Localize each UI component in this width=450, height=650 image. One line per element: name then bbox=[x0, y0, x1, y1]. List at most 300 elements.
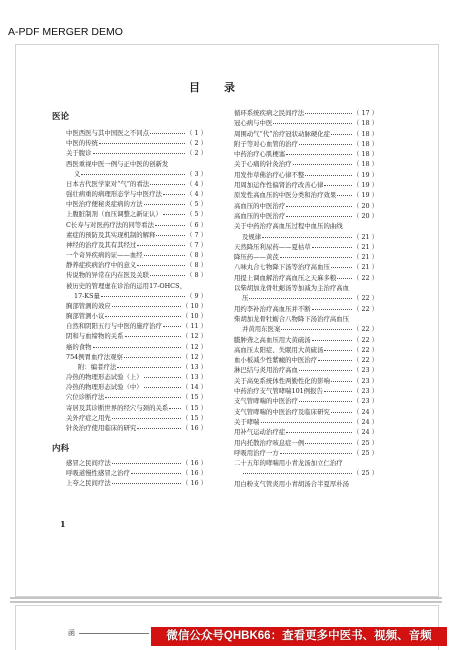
toc-entry-title: 用发作草佛治疗心律不整 bbox=[234, 170, 305, 179]
toc-entry-page: （ 22 ） bbox=[353, 335, 378, 344]
toc-leader-dots bbox=[305, 175, 352, 176]
toc-entry-title: 二十五年的哮喘用小青龙汤加立仁治疗 bbox=[234, 459, 343, 468]
toc-entry-title: 高血压的中医治疗 bbox=[234, 201, 286, 210]
toc-entry bbox=[66, 220, 207, 230]
toc-entry-title: 一个奇异疾病的证——血经 bbox=[66, 251, 143, 260]
toc-entry-line bbox=[66, 423, 207, 433]
toc-entry-line bbox=[234, 149, 378, 159]
toc-leader-dots bbox=[137, 265, 185, 266]
toc-entry bbox=[234, 365, 378, 375]
toc-entry bbox=[66, 413, 207, 423]
toc-leader-dots bbox=[150, 184, 185, 185]
toc-entry-line bbox=[234, 479, 378, 489]
toc-leader-dots bbox=[144, 377, 181, 378]
toc-entry-line bbox=[66, 301, 207, 311]
toc-entry bbox=[66, 331, 207, 341]
toc-leader-dots bbox=[312, 340, 352, 341]
toc-leader-dots bbox=[112, 483, 181, 484]
toc-leader-dots bbox=[124, 357, 181, 358]
toc-entry-line bbox=[66, 169, 207, 179]
toc-leader-dots bbox=[155, 225, 185, 226]
toc-section-heading: 内科 bbox=[52, 444, 70, 455]
toc-leader-dots bbox=[137, 428, 181, 429]
toc-entry bbox=[234, 479, 378, 489]
toc-entry-title: 用周加运作性偏肾治疗改善心律 bbox=[234, 181, 324, 190]
toc-entry-line bbox=[234, 190, 378, 200]
toc-entry-line bbox=[234, 211, 378, 221]
toc-entry-title: 穴位诊断疗法 bbox=[66, 393, 105, 402]
toc-leader-dots bbox=[337, 278, 352, 279]
toc-leader-dots bbox=[169, 408, 181, 409]
toc-leader-dots bbox=[331, 134, 352, 135]
toc-entry bbox=[234, 417, 378, 427]
toc-leader-dots bbox=[286, 432, 352, 433]
toc-entry bbox=[234, 262, 378, 272]
toc-leader-dots bbox=[273, 123, 352, 124]
toc-entry-title: 癌的食物 bbox=[66, 342, 92, 351]
toc-entry-title: 血小板减少性紫癜的中医治疗 bbox=[234, 356, 318, 365]
toc-leader-dots bbox=[150, 133, 185, 134]
toc-entry-line bbox=[66, 189, 207, 199]
toc-entry bbox=[66, 423, 207, 433]
toc-entry-line bbox=[66, 250, 207, 260]
toc-entry-title-continued: 义 bbox=[74, 169, 81, 178]
toc-entry-title: 素症的预防及其实现机制的解释 bbox=[66, 230, 156, 239]
toc-leader-dots bbox=[163, 326, 181, 327]
toc-entry-page: （ 11 ） bbox=[182, 322, 207, 331]
toc-leader-dots bbox=[305, 113, 352, 114]
toc-entry-page: （ 15 ） bbox=[182, 413, 207, 422]
toc-entry-title: 中药治疗心肌梗塞 bbox=[234, 150, 286, 159]
toc-entry-title: 柴胡加龙骨牡蛎合八物降下汤治疗高血压 bbox=[234, 314, 350, 323]
toc-entry-title: 中药治疗支气管哮喘101例报告 bbox=[234, 387, 323, 396]
toc-entry-line bbox=[66, 352, 207, 362]
toc-entry bbox=[234, 396, 378, 406]
toc-entry bbox=[66, 362, 207, 372]
toc-entry-title: 附：编者疗法 bbox=[78, 362, 117, 371]
toc-entry-title: 冷热的物理形态试验（上） bbox=[66, 373, 143, 382]
toc-entry-page: （ 16 ） bbox=[182, 468, 207, 477]
toc-leader-dots bbox=[280, 453, 352, 454]
toc-entry bbox=[234, 180, 378, 190]
toc-leader-dots bbox=[286, 154, 352, 155]
toc-entry-line bbox=[66, 382, 207, 392]
toc-leader-dots bbox=[249, 298, 352, 299]
toc-entry-page: （ 9 ） bbox=[186, 291, 207, 300]
toc-entry-title: 754例胃血疗法观察 bbox=[66, 352, 123, 361]
toc-entry-page: （ 18 ） bbox=[353, 160, 378, 169]
toc-leader-dots bbox=[144, 255, 185, 256]
toc-leader-dots bbox=[243, 473, 352, 474]
toc-entry-title: 高血压太阳症、失眠用大黄硫汤 bbox=[234, 345, 324, 354]
toc-leader-dots bbox=[324, 185, 352, 186]
toc-entry-title: 呼吸用治疗一方 bbox=[234, 448, 279, 457]
toc-leader-dots bbox=[331, 267, 352, 268]
toc-entry-line bbox=[66, 179, 207, 189]
toc-entry-page: （ 15 ） bbox=[182, 393, 207, 402]
toc-entry-title: 针灸治疗使用临床的研究 bbox=[66, 423, 137, 432]
toc-leader-dots bbox=[280, 257, 352, 258]
toc-entry-title-continued: 压 bbox=[242, 294, 249, 303]
toc-leader-dots bbox=[312, 247, 352, 248]
toc-entry-title: 关外疗症之用先 bbox=[66, 413, 111, 422]
toc-entry-page: （ 7 ） bbox=[186, 230, 207, 239]
toc-entry-title: 日本古代医学家对“气”的看法 bbox=[66, 179, 150, 188]
toc-entry bbox=[66, 260, 207, 270]
toc-entry-page: （ 16 ） bbox=[182, 479, 207, 487]
toc-entry-line bbox=[66, 403, 207, 413]
toc-leader-dots bbox=[81, 174, 185, 175]
toc-entry-page: （ 18 ） bbox=[353, 129, 378, 138]
toc-entry-title: 附子等对心血管的治疗 bbox=[234, 139, 298, 148]
toc-entry-title: 高血压的中医治疗 bbox=[234, 211, 286, 220]
toc-entry-page: （ 20 ） bbox=[353, 201, 378, 210]
toc-entry bbox=[66, 250, 207, 260]
toc-title: 目录 bbox=[189, 81, 259, 94]
toc-entry bbox=[234, 438, 378, 448]
toc-leader-dots bbox=[99, 143, 185, 144]
toc-entry-line bbox=[234, 407, 378, 417]
toc-entry-page: （ 2 ） bbox=[186, 139, 207, 148]
toc-entry-line bbox=[66, 478, 207, 488]
toc-entry bbox=[234, 458, 378, 479]
toc-entry-title: 呼吸道慢性感冒之治疗 bbox=[66, 468, 130, 477]
toc-leader-dots bbox=[331, 381, 352, 382]
toc-entry bbox=[234, 211, 378, 221]
toc-entry bbox=[234, 108, 378, 118]
toc-entry-line bbox=[66, 230, 207, 240]
toc-entry-page: （ 19 ） bbox=[353, 191, 378, 200]
toc-entry-title: 胸部管测的效应 bbox=[66, 301, 111, 310]
toc-entry-line bbox=[66, 362, 207, 372]
toc-entry-title: 自然和阴阳五行与中医的施疗治疗 bbox=[66, 322, 162, 331]
toc-entry-line bbox=[234, 448, 378, 458]
toc-entry-title: 中医西医与其中国医之不同点 bbox=[66, 129, 150, 137]
toc-entry bbox=[66, 270, 207, 280]
toc-entry-line bbox=[66, 281, 207, 291]
toc-entry-line bbox=[234, 108, 378, 118]
toc-entry-line bbox=[234, 376, 378, 386]
toc-entry-line bbox=[234, 170, 378, 180]
toc-entry-line bbox=[234, 242, 378, 252]
toc-entry-title: 感冒之民间疗法 bbox=[66, 458, 111, 467]
toc-leader-dots bbox=[93, 153, 186, 154]
toc-entry bbox=[66, 468, 207, 478]
toc-entry bbox=[234, 129, 378, 139]
toc-entry bbox=[66, 458, 207, 468]
toc-entry-line bbox=[66, 392, 207, 402]
toc-entry-line bbox=[66, 220, 207, 230]
toc-leader-dots bbox=[137, 245, 185, 246]
toc-entry bbox=[234, 170, 378, 180]
toc-entry-title: 用内托散治疗咳息症一例 bbox=[234, 438, 305, 447]
toc-entry-title-continued: 并黄用东医案 bbox=[242, 325, 281, 334]
toc-entry-title: 周围动气“代”治疗冠状动脉硬化症 bbox=[234, 129, 331, 138]
toc-entry-line bbox=[234, 386, 378, 396]
toc-entry-page: （ 10 ） bbox=[182, 312, 207, 321]
toc-entry-page: （ 23 ） bbox=[353, 376, 378, 385]
toc-entry-page: （ 15 ） bbox=[182, 403, 207, 412]
toc-entry bbox=[66, 403, 207, 413]
toc-entry-page: （ 22 ） bbox=[353, 294, 378, 303]
toc-entry-page: （ 13 ） bbox=[182, 373, 207, 382]
toc-entry bbox=[234, 376, 378, 386]
toc-entry bbox=[234, 149, 378, 159]
toc-entry-page: （ 21 ） bbox=[353, 263, 378, 272]
toc-entry bbox=[234, 335, 378, 345]
toc-entry-page: （ 22 ） bbox=[353, 345, 378, 354]
toc-entry bbox=[234, 345, 378, 355]
toc-entry-line bbox=[234, 314, 378, 324]
toc-entry-title: 用白粉支气管炎用小青胡汤合半夏厚朴汤 bbox=[234, 479, 350, 488]
toc-entry-page: （ 6 ） bbox=[186, 220, 207, 229]
watermark-label: A-PDF MERGER DEMO bbox=[8, 26, 123, 38]
toc-entry-page: （ 4 ） bbox=[186, 190, 207, 199]
toc-entry-page: （ 18 ） bbox=[353, 150, 378, 159]
toc-section bbox=[52, 112, 207, 433]
toc-entry bbox=[66, 382, 207, 392]
toc-entry bbox=[234, 314, 378, 335]
toc-leader-dots bbox=[324, 350, 352, 351]
toc-entry-line bbox=[66, 372, 207, 382]
toc-leader-dots bbox=[163, 214, 185, 215]
underline-rule bbox=[79, 633, 149, 634]
toc-entry-page: （ 25 ） bbox=[353, 469, 378, 478]
toc-entry-line bbox=[66, 342, 207, 352]
toc-entry-title: 关于高免系统体性两勤性化的影响 bbox=[234, 376, 330, 385]
toc-entry bbox=[66, 189, 207, 199]
toc-entry-page: （ 18 ） bbox=[353, 119, 378, 128]
toc-entry bbox=[66, 392, 207, 402]
toc-entry bbox=[66, 138, 207, 148]
toc-entry-title: 八味丸合七物降下汤等治疗高血压 bbox=[234, 263, 330, 272]
toc-entry bbox=[234, 139, 378, 149]
toc-leader-dots bbox=[299, 144, 352, 145]
toc-entry-title-continued: 17-KS量 bbox=[74, 291, 100, 300]
toc-entry-line bbox=[234, 252, 378, 262]
toc-entry-title: 天然降压利尿药——夏枯草 bbox=[234, 242, 311, 251]
toc-entry-page: （ 25 ） bbox=[353, 448, 378, 457]
toc-entry-line bbox=[66, 270, 207, 280]
toc-entry-page: （ 5 ） bbox=[186, 210, 207, 219]
toc-leader-dots bbox=[105, 316, 181, 317]
toc-entry-page: （ 24 ） bbox=[353, 428, 378, 437]
toc-entry bbox=[66, 179, 207, 189]
toc-entry-line bbox=[66, 159, 207, 169]
toc-entry-line bbox=[234, 345, 378, 355]
toc-entry-title: 静养症疾病治疗中的意义 bbox=[66, 261, 137, 270]
toc-entry-page: （ 19 ） bbox=[353, 170, 378, 179]
toc-entry-title: 被历史的管理虚在诊治的运用17-OHCS、 bbox=[66, 281, 186, 290]
toc-entry-title: 循环系统疾病之民间疗法 bbox=[234, 109, 305, 117]
toc-leader-dots bbox=[144, 204, 185, 205]
toc-entry-line bbox=[234, 396, 378, 406]
toc-entry-line bbox=[234, 335, 378, 345]
toc-entry-page: （ 20 ） bbox=[353, 211, 378, 220]
toc-entry-line bbox=[66, 468, 207, 478]
toc-entry-page: （ 13 ） bbox=[182, 362, 207, 371]
toc-entry-line bbox=[234, 221, 378, 231]
toc-entry-page: （ 8 ） bbox=[186, 261, 207, 270]
toc-entry bbox=[66, 159, 207, 179]
toc-entry-line bbox=[66, 138, 207, 148]
toc-entry-line bbox=[66, 148, 207, 158]
toc-entry-line bbox=[234, 458, 378, 468]
toc-entry-title: 用提上调血解治疗高血压之天麻多粮 bbox=[234, 273, 337, 282]
toc-entry-page: （ 22 ） bbox=[353, 325, 378, 334]
toc-leader-dots bbox=[105, 397, 181, 398]
toc-entry-line bbox=[66, 311, 207, 321]
toc-leader-dots bbox=[286, 216, 352, 217]
toc-leader-dots bbox=[112, 418, 181, 419]
toc-entry-page: （ 10 ） bbox=[182, 301, 207, 310]
toc-entry bbox=[234, 273, 378, 283]
toc-entry-line bbox=[66, 240, 207, 250]
toc-leader-dots bbox=[93, 347, 181, 348]
toc-entry-title: 以柴胡加龙骨牡蛎汤等加减为主治疗高血 bbox=[234, 284, 350, 293]
toc-entry-title: 关于腹诊 bbox=[66, 149, 92, 158]
toc-entry bbox=[234, 221, 378, 242]
toc-entry-title: 上腹脏制剂（血压调整之新证认） bbox=[66, 210, 162, 219]
toc-entry-page: （ 21 ） bbox=[353, 253, 378, 262]
toc-entry-page: （ 17 ） bbox=[353, 109, 378, 117]
toc-entry-line bbox=[66, 413, 207, 423]
toc-leader-dots bbox=[318, 360, 352, 361]
toc-entry bbox=[66, 128, 207, 138]
toc-entry bbox=[234, 407, 378, 417]
toc-entry bbox=[66, 301, 207, 311]
toc-entry bbox=[66, 372, 207, 382]
toc-entry bbox=[234, 190, 378, 200]
toc-entry bbox=[234, 283, 378, 304]
toc-entry bbox=[66, 148, 207, 158]
toc-entry-line bbox=[234, 273, 378, 283]
toc-right-column bbox=[234, 108, 378, 489]
toc-left-column bbox=[52, 112, 207, 488]
toc-entry-page: （ 14 ） bbox=[182, 383, 207, 392]
toc-leader-dots bbox=[261, 422, 352, 423]
toc-entry-line bbox=[234, 427, 378, 437]
toc-entry-line bbox=[234, 304, 378, 314]
toc-entry-line bbox=[66, 321, 207, 331]
toc-entry bbox=[66, 321, 207, 331]
toc-entry-line bbox=[66, 458, 207, 468]
toc-entry-title: 淋巴结与炎用治疗高血 bbox=[234, 366, 298, 375]
toc-entry-page: （ 21 ） bbox=[353, 242, 378, 251]
toc-entry-page: （ 8 ） bbox=[186, 271, 207, 280]
page-separator bbox=[10, 597, 442, 603]
toc-entry-page: （ 19 ） bbox=[353, 181, 378, 190]
toc-entry-list bbox=[52, 128, 207, 433]
toc-entry bbox=[234, 118, 378, 128]
toc-entry-title: 西医重视中医一例与正中医的创新发 bbox=[66, 159, 169, 168]
toc-entry-page: （ 7 ） bbox=[186, 240, 207, 249]
toc-entry-page: （ 22 ） bbox=[353, 273, 378, 282]
toc-leader-dots bbox=[117, 367, 181, 368]
toc-entry-title: 用补气运动治疗症 bbox=[234, 428, 286, 437]
toc-entry-title: 支气管哮喘的中医治疗及临床研究 bbox=[234, 407, 330, 416]
toc-entry-title: 传说物的异常在内在医及关联 bbox=[66, 271, 150, 280]
toc-entry-page: （ 3 ） bbox=[186, 169, 207, 178]
toc-entry bbox=[234, 159, 378, 169]
toc-entry-page: （ 16 ） bbox=[182, 458, 207, 467]
toc-entry-title: 中医治疗便秘炎症病的方法 bbox=[66, 200, 143, 209]
toc-entry-line bbox=[234, 438, 378, 448]
toc-entry bbox=[66, 281, 207, 301]
toc-entry-page: （ 4 ） bbox=[186, 179, 207, 188]
toc-entry-line bbox=[234, 129, 378, 139]
toc-entry-page: （ 22 ） bbox=[353, 304, 378, 313]
toc-entry-page: （ 24 ） bbox=[353, 417, 378, 426]
toc-entry-page: （ 18 ） bbox=[353, 139, 378, 148]
toc-entry-line bbox=[66, 260, 207, 270]
promo-banner: 微信公众号QHBK66：查看更多中医书、视频、音频 bbox=[151, 627, 447, 646]
toc-entry-title: 关于哮喘 bbox=[234, 417, 260, 426]
toc-entry-title: 寄居及其诊断世界的经穴与颈的关系 bbox=[66, 403, 169, 412]
toc-entry-page: （ 23 ） bbox=[353, 387, 378, 396]
next-page-text: 函 bbox=[68, 629, 75, 637]
toc-entry-page: （ 12 ） bbox=[182, 332, 207, 341]
toc-entry bbox=[66, 199, 207, 209]
toc-entry-line bbox=[234, 201, 378, 211]
toc-leader-dots bbox=[144, 387, 181, 388]
toc-entry-list bbox=[52, 458, 207, 489]
toc-entry-title: 阴和与血缔物的关系 bbox=[66, 332, 124, 341]
toc-entry-page: （ 21 ） bbox=[353, 232, 378, 241]
toc-entry-title: 降压药——黄芪 bbox=[234, 253, 279, 262]
toc-entry-page: （ 8 ） bbox=[186, 251, 207, 260]
toc-entry bbox=[234, 242, 378, 252]
toc-leader-dots bbox=[305, 443, 352, 444]
toc-entry-title-continued: 及规律 bbox=[242, 232, 262, 241]
toc-leader-dots bbox=[112, 306, 181, 307]
toc-entry-title: 原发性高血压的中医分类和治疗效果 bbox=[234, 191, 337, 200]
toc-section-heading: 医论 bbox=[52, 112, 70, 122]
toc-entry-line bbox=[66, 291, 207, 301]
toc-entry-page: （ 23 ） bbox=[353, 397, 378, 406]
toc-entry-title: 冷热的物理形态试验（中） bbox=[66, 383, 143, 392]
toc-entry-line bbox=[234, 417, 378, 427]
toc-entry-title: 冠心病与中医 bbox=[234, 119, 273, 128]
toc-entry bbox=[234, 386, 378, 396]
toc-entry-title: 支气管哮喘的中医治疗 bbox=[234, 397, 298, 406]
toc-entry-line bbox=[234, 283, 378, 293]
toc-entry bbox=[234, 427, 378, 437]
toc-entry-page: （ 24 ） bbox=[353, 407, 378, 416]
toc-entry-line bbox=[234, 468, 378, 478]
toc-entry-title: 神经的治疗及其有其经过 bbox=[66, 240, 137, 249]
toc-entry-line bbox=[234, 180, 378, 190]
toc-entry-line bbox=[234, 355, 378, 365]
toc-entry bbox=[234, 252, 378, 262]
toc-entry bbox=[234, 448, 378, 458]
toc-leader-dots bbox=[156, 235, 185, 236]
toc-entry bbox=[66, 209, 207, 219]
toc-entry-line bbox=[234, 232, 378, 242]
toc-leader-dots bbox=[112, 463, 181, 464]
toc-entry bbox=[66, 342, 207, 352]
toc-leader-dots bbox=[299, 370, 352, 371]
toc-leader-dots bbox=[293, 164, 353, 165]
toc-leader-dots bbox=[324, 391, 352, 392]
toc-leader-dots bbox=[150, 275, 185, 276]
toc-entry-title: 胸部管测小议 bbox=[66, 312, 105, 321]
toc-leader-dots bbox=[101, 296, 185, 297]
toc-leader-dots bbox=[299, 401, 352, 402]
toc-leader-dots bbox=[281, 329, 352, 330]
toc-entry-title: 关于心痛的针灸治疗 bbox=[234, 160, 292, 169]
toc-entry bbox=[66, 240, 207, 250]
